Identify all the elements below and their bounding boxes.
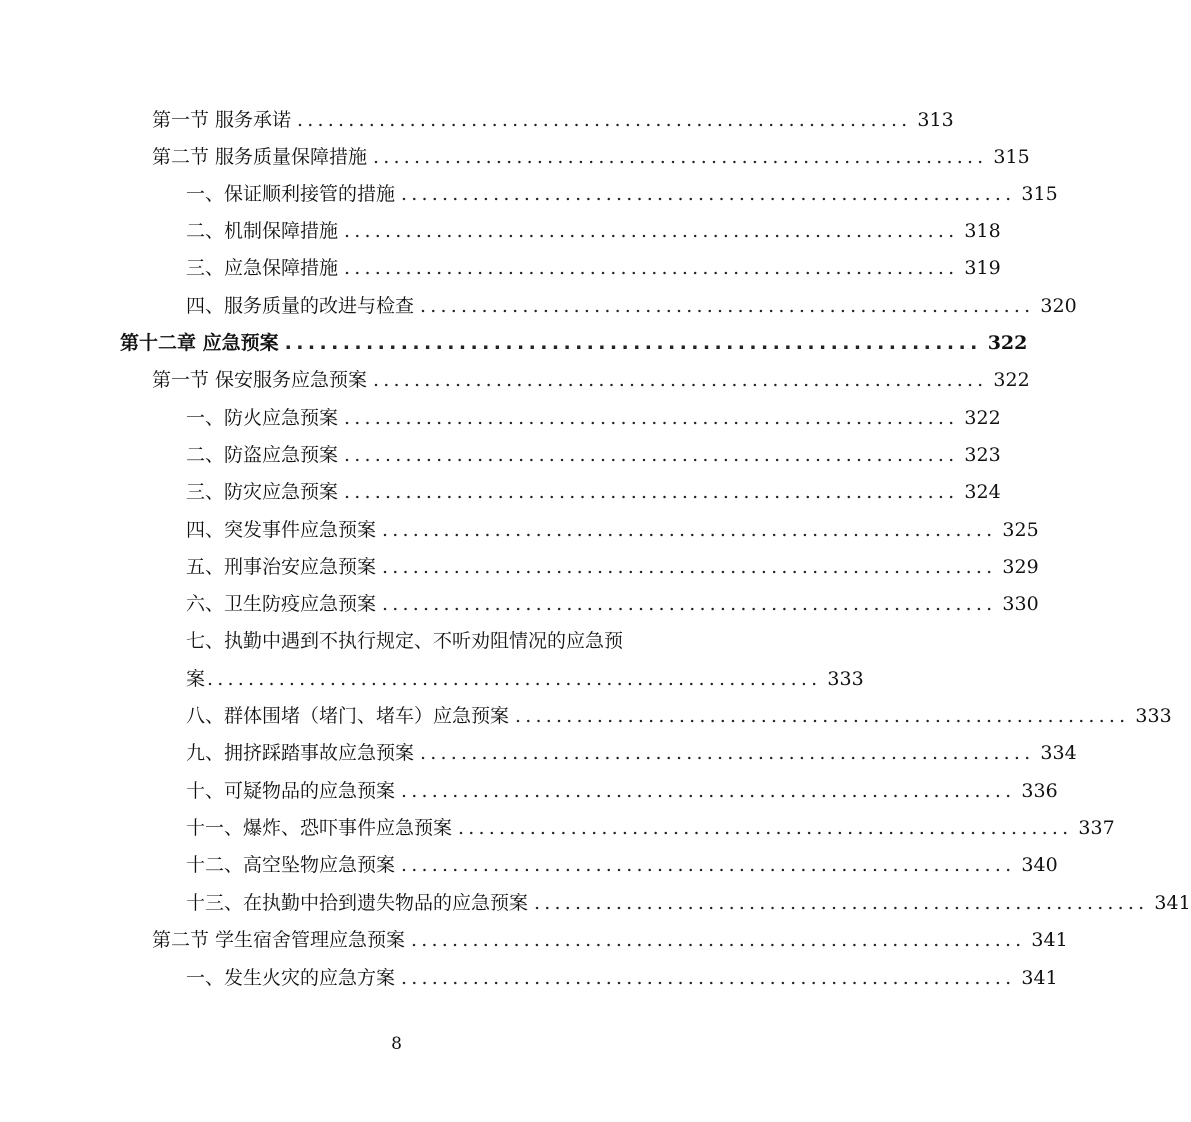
toc-entry-title: 八、群体围堵（堵门、堵车）应急预案 (186, 705, 510, 727)
toc-entry[interactable] (186, 256, 1001, 280)
page-number: 8 (391, 1034, 402, 1054)
toc-leader-dots: ............................................................ (207, 668, 822, 690)
toc-entry[interactable] (186, 518, 1039, 542)
toc-entry-page: 341 (1154, 892, 1191, 914)
toc-entry-title: 第一节 保安服务应急预案 (152, 369, 368, 391)
toc-entry-title: 四、突发事件应急预案 (186, 519, 377, 541)
toc-entry[interactable] (186, 853, 1058, 877)
toc-entry-title: 三、防灾应急预案 (186, 481, 339, 503)
toc-entry-page: 329 (1002, 556, 1039, 578)
toc-entry-title: 十、可疑物品的应急预案 (186, 780, 396, 802)
toc-leader-dots: ............................................................ (411, 929, 1026, 951)
toc-entry[interactable] (186, 891, 1191, 915)
toc-entry[interactable] (186, 741, 1077, 765)
toc-leader-dots: ............................................................ (382, 556, 997, 578)
toc-leader-dots: ............................................................ (382, 593, 997, 615)
toc-chapter-entry[interactable] (120, 331, 1028, 355)
toc-leader-dots: ............................................................ (382, 519, 997, 541)
toc-entry-title: 二、防盗应急预案 (186, 444, 339, 466)
toc-entry-title: 十二、高空坠物应急预案 (186, 854, 396, 876)
toc-entry-page: 341 (1021, 967, 1058, 989)
toc-entry-page: 333 (1135, 705, 1172, 727)
toc-entry-page: 334 (1040, 742, 1077, 764)
toc-entry[interactable] (186, 480, 1001, 504)
toc-entry[interactable] (186, 219, 1001, 243)
toc-entry-page: 324 (964, 481, 1001, 503)
toc-entry-title: 十一、爆炸、恐吓事件应急预案 (186, 817, 453, 839)
toc-entry[interactable] (186, 779, 1058, 803)
toc-entry[interactable] (186, 592, 1039, 616)
toc-leader-dots: ............................................................ (344, 257, 959, 279)
toc-entry-title: 第二节 服务质量保障措施 (152, 146, 368, 168)
toc-entry-page: 337 (1078, 817, 1115, 839)
toc-entry-title: 第二节 学生宿舍管理应急预案 (152, 929, 406, 951)
toc-entry-title-continuation: 案 (186, 668, 206, 690)
toc-leader-dots: ............................................................ (344, 481, 959, 503)
toc-leader-dots: ............................................................ (373, 369, 988, 391)
toc-entry-page: 315 (993, 146, 1030, 168)
toc-leader-dots: ............................................................ (344, 407, 959, 429)
toc-leader-dots: ............................................................ (515, 705, 1130, 727)
toc-entry-page: 322 (993, 369, 1030, 391)
toc-entry[interactable] (186, 182, 1058, 206)
toc-entry-page: 323 (964, 444, 1001, 466)
toc-leader-dots: ............................................................ (534, 892, 1149, 914)
toc-entry-title: 二、机制保障措施 (186, 220, 339, 242)
toc-entry-title[interactable]: 七、执勤中遇到不执行规定、不听劝阻情况的应急预 (186, 630, 624, 652)
toc-entry-title: 六、卫生防疫应急预案 (186, 593, 377, 615)
toc-entry-page: 340 (1021, 854, 1058, 876)
toc-entry-page: 325 (1002, 519, 1039, 541)
toc-entry-page: 319 (964, 257, 1001, 279)
toc-entry-title: 一、发生火灾的应急方案 (186, 967, 396, 989)
toc-entry-page: 341 (1031, 929, 1068, 951)
toc-entry-page: 336 (1021, 780, 1058, 802)
toc-leader-dots: ............................................................ (284, 332, 982, 354)
toc-entry[interactable] (186, 667, 864, 691)
toc-entry-title: 一、防火应急预案 (186, 407, 339, 429)
toc-leader-dots: ............................................................ (344, 444, 959, 466)
toc-chapter-title: 第十二章 应急预案 (120, 332, 279, 354)
toc-leader-dots: ............................................................ (401, 780, 1016, 802)
toc-entry[interactable] (186, 704, 1172, 728)
toc-entry-page: 320 (1040, 295, 1077, 317)
toc-entry[interactable] (186, 294, 1077, 318)
toc-entry[interactable] (186, 406, 1001, 430)
toc-entry[interactable] (152, 368, 1030, 392)
toc-leader-dots: ............................................................ (373, 146, 988, 168)
toc-entry-title: 十三、在执勤中拾到遗失物品的应急预案 (186, 892, 529, 914)
toc-entry-page: 318 (964, 220, 1001, 242)
toc-leader-dots: ............................................................ (458, 817, 1073, 839)
toc-entry-title: 一、保证顺利接管的措施 (186, 183, 396, 205)
toc-entry-page: 313 (917, 109, 954, 131)
toc-leader-dots: ............................................................ (420, 742, 1035, 764)
toc-entry-page: 322 (964, 407, 1001, 429)
toc-leader-dots: ............................................................ (297, 109, 912, 131)
toc-entry[interactable] (186, 816, 1115, 840)
toc-entry[interactable] (186, 966, 1058, 990)
toc-leader-dots: ............................................................ (344, 220, 959, 242)
toc-leader-dots: ............................................................ (420, 295, 1035, 317)
toc-entry-title: 五、刑事治安应急预案 (186, 556, 377, 578)
toc-entry[interactable] (186, 555, 1039, 579)
toc-entry-title: 九、拥挤踩踏事故应急预案 (186, 742, 415, 764)
toc-leader-dots: ............................................................ (401, 967, 1016, 989)
toc-entry-page: 333 (827, 668, 864, 690)
toc-leader-dots: ............................................................ (401, 183, 1016, 205)
toc-entry-page: 330 (1002, 593, 1039, 615)
toc-entry-page: 315 (1021, 183, 1058, 205)
toc-entry[interactable] (152, 145, 1030, 169)
toc-leader-dots: ............................................................ (401, 854, 1016, 876)
toc-entry-page: 322 (987, 332, 1028, 354)
toc-entry-title: 四、服务质量的改进与检查 (186, 295, 415, 317)
toc-entry[interactable] (152, 108, 954, 132)
toc-entry[interactable] (152, 928, 1068, 952)
toc-entry[interactable] (186, 443, 1001, 467)
toc-entry-title: 第一节 服务承诺 (152, 109, 292, 131)
toc-entry-title: 三、应急保障措施 (186, 257, 339, 279)
